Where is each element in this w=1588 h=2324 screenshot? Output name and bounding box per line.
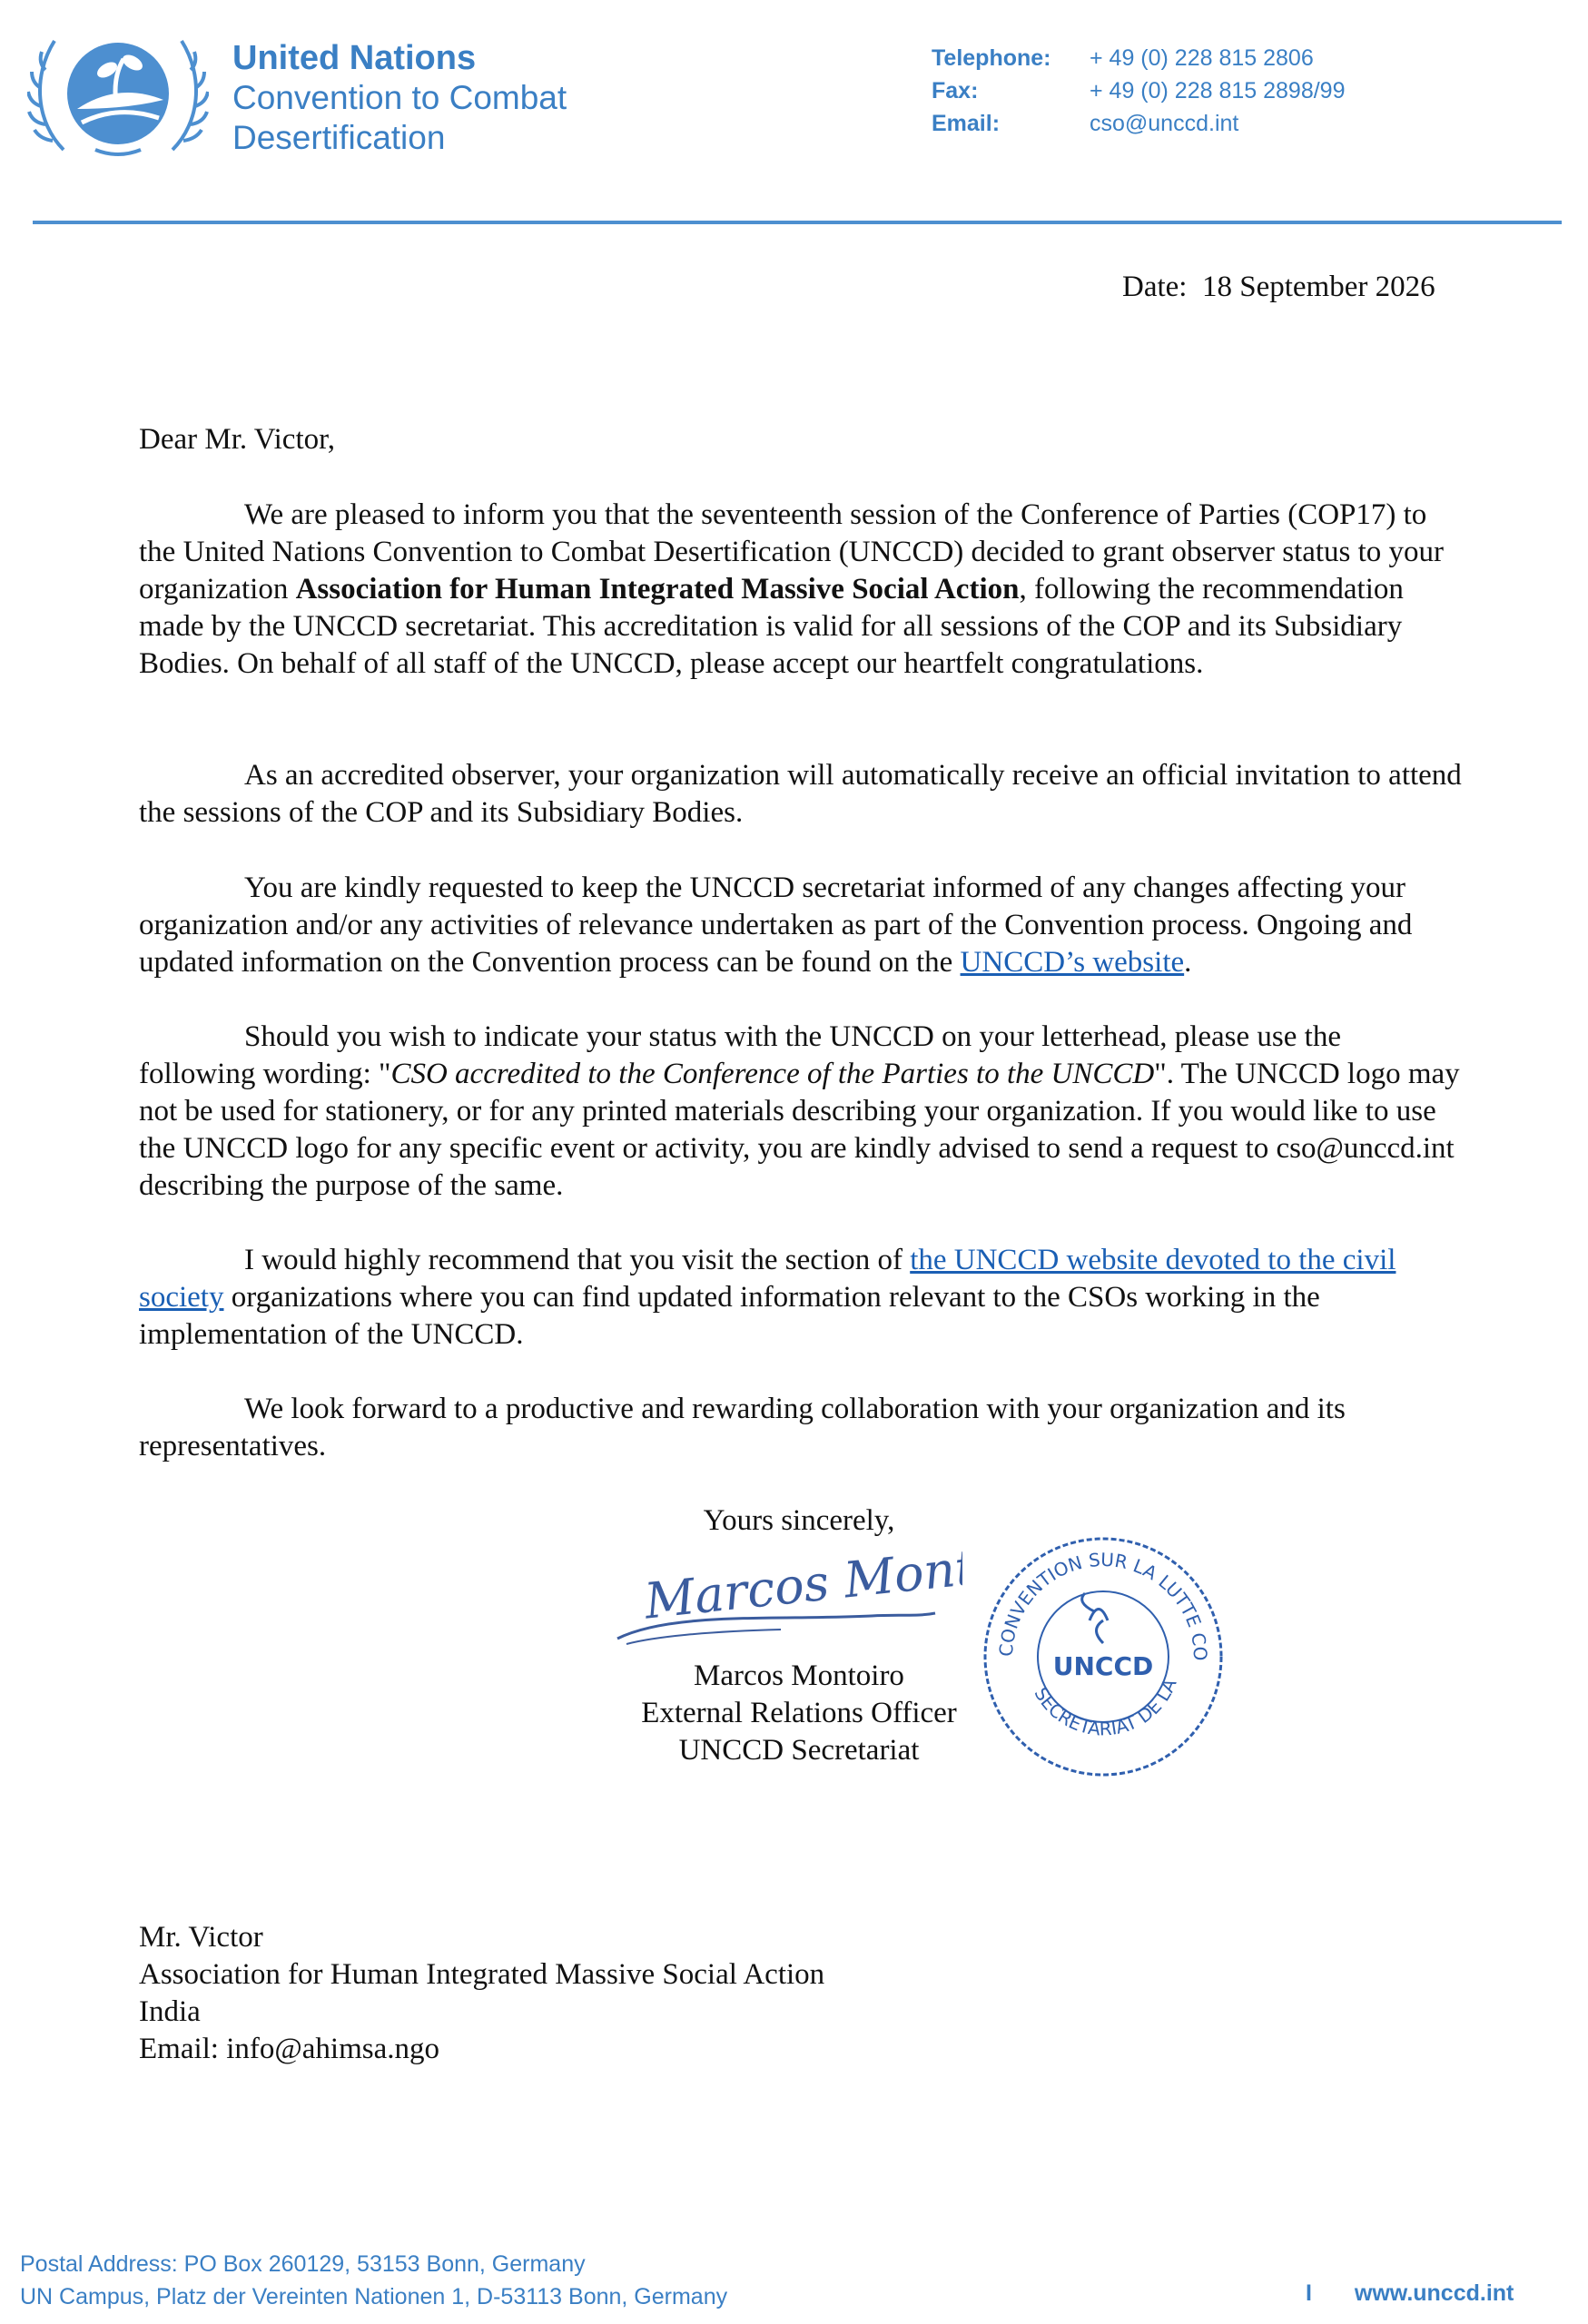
paragraph-4	[139, 1019, 1465, 1205]
contact-telephone	[932, 45, 1345, 78]
stamp-text-top: CONVENTION SUR LA LUTTE CO	[994, 1548, 1212, 1661]
org-name-line2: Convention to Combat	[232, 79, 567, 116]
contact-value: + 49 (0) 228 815 2806	[1090, 45, 1314, 71]
recipient-address	[139, 1919, 824, 2068]
date-label: Date:	[1122, 271, 1188, 303]
contact-label: Telephone:	[932, 45, 1051, 71]
p1-text-a: We are pleased to inform you that the seventeenth session of the Conference of Parties (COP17) to the United Nations Convention to Combat Desertification (UNCCD) decided to grant observer status to your organization	[139, 498, 1445, 606]
civil-society-link[interactable]: the UNCCD website devoted to the civil society	[139, 1244, 1396, 1314]
salutation: Dear Mr. Victor,	[139, 423, 336, 456]
recipient-email: Email: info@ahimsa.ngo	[139, 2033, 439, 2065]
closing: Yours sincerely,	[703, 1504, 895, 1537]
contact-label: Email:	[932, 111, 1001, 136]
signatory-org: UNCCD Secretariat	[678, 1734, 920, 1767]
p1-text-b: , following the recommendation made by the UNCCD secretariat. This accreditation is valid for all sessions of the COP and its Subsidiary Bodies. On behalf of all staff of the UNCCD, please accept our heartfelt congratulations.	[139, 573, 1404, 680]
recipient-country: India	[139, 1995, 201, 2028]
p5-text-b: organizations where you can find updated information relevant to the CSOs working in the implementation of the UNCCD.	[139, 1281, 1320, 1351]
footer-website[interactable]: www.unccd.int	[1354, 2280, 1514, 2306]
un-emblem-logo	[27, 23, 209, 163]
p5-text-a: I would highly recommend that you visit the section of	[244, 1244, 911, 1276]
signatory-name: Marcos Montoiro	[694, 1659, 904, 1692]
organization-name	[232, 38, 567, 158]
footer-postal: Postal Address: PO Box 260129, 53153 Bonn, Germany	[20, 2251, 586, 2277]
signatory-title: External Relations Officer	[641, 1697, 957, 1729]
footer-campus: UN Campus, Platz der Vereinten Nationen 1, D-53113 Bonn, Germany	[20, 2284, 728, 2309]
contact-block	[932, 45, 1345, 143]
stamp-center: UNCCD	[1052, 1651, 1154, 1681]
paragraph-5	[139, 1242, 1465, 1354]
p3-text-a: You are kindly requested to keep the UNCCD secretariat informed of any changes affecting your organization and/or any activities of relevance undertaken as part of the Convention process. Ongoing and updated information on the Convention process can be found on the	[139, 872, 1413, 979]
official-stamp	[976, 1530, 1230, 1784]
recipient-org: Association for Human Integrated Massive Social Action	[139, 1958, 825, 1991]
org-name-line3: Desertification	[232, 119, 446, 156]
paragraph-1	[139, 497, 1465, 683]
handwritten-signature	[599, 1530, 962, 1657]
stamp-text-bottom: SECRETARIAT DE LA	[1030, 1675, 1181, 1740]
p4-text-a: Should you wish to indicate your status with the UNCCD on your letterhead, please use the following wording: "	[139, 1020, 1341, 1090]
svg-text:Marcos Montoiro: Marcos Montoiro	[641, 1530, 962, 1630]
contact-label: Fax:	[932, 78, 979, 103]
date-value: 18 September 2026	[1201, 271, 1435, 303]
footer-website-block	[1306, 2280, 1514, 2307]
paragraph-3	[139, 870, 1465, 981]
p4-text-b: ". The UNCCD logo may not be used for stationery, or for any printed materials describing your organization. If you would like to use the UNCCD logo for any specific event or activity, you are kindly advised to send a request to cso@unccd.int describing the purpose of the same.	[139, 1058, 1460, 1202]
header-divider	[33, 221, 1562, 224]
svg-text:SECRETARIAT DE LA	[1030, 1675, 1180, 1739]
unccd-website-link[interactable]: UNCCD’s website	[960, 946, 1185, 979]
signatory-block	[599, 1658, 999, 1769]
contact-fax	[932, 78, 1345, 111]
p1-organization: Association for Human Integrated Massive Social Action	[295, 573, 1020, 606]
contact-email	[932, 111, 1345, 143]
paragraph-6: We look forward to a productive and rewarding collaboration with your organization and its representatives.	[139, 1393, 1346, 1462]
footer-separator: I	[1306, 2280, 1312, 2306]
footer-address	[20, 2248, 727, 2313]
contact-value: + 49 (0) 228 815 2898/99	[1090, 78, 1346, 103]
p4-quote: CSO accredited to the Conference of the Parties to the UNCCD	[390, 1058, 1155, 1090]
recipient-name: Mr. Victor	[139, 1921, 263, 1954]
contact-value[interactable]: cso@unccd.int	[1090, 111, 1239, 136]
svg-text:CONVENTION SUR LA LUTTE CONTRE	[976, 1530, 1211, 1661]
org-name-line1: United Nations	[232, 39, 477, 77]
p3-text-b: .	[1184, 946, 1192, 979]
paragraph-2: As an accredited observer, your organization will automatically receive an official invitation to attend the sessions of the COP and its Subsidiary Bodies.	[139, 759, 1462, 829]
letter-date	[1122, 271, 1435, 304]
